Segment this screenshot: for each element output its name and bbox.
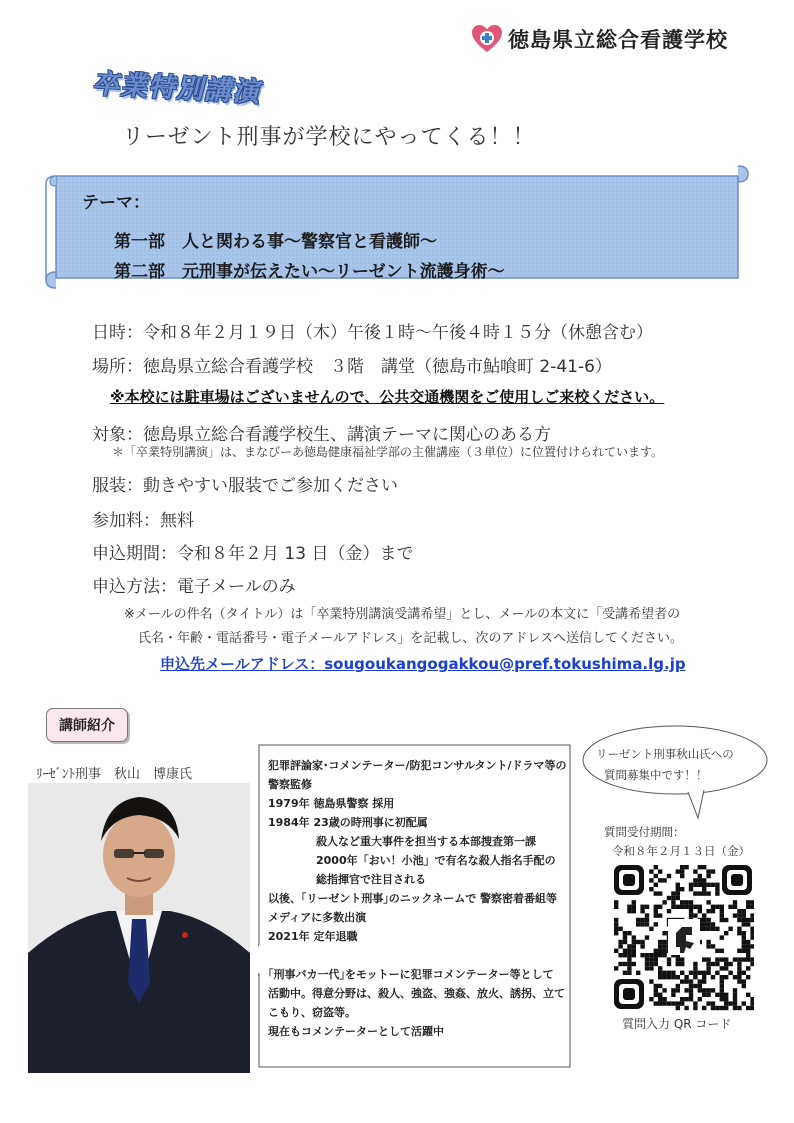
bio-line: 1979年 徳島県警察 採用 [268,797,395,810]
participation-fee: 参加料：無料 [92,511,194,531]
bio-line: 活動中。得意分野は、殺人、強盗、強姦、放火、誘拐、立て [268,987,565,1000]
bio-line: 2021年 定年退職 [268,930,358,943]
bubble-line-2: 質問募集中です！！ [604,768,708,782]
bio-line: 1984年 23歳の時刑事に初配属 [268,816,428,829]
question-period-value: 令和８年２月１３日（金） [612,844,750,858]
bio-line: 現在もコメンテーターとして活躍中 [268,1025,444,1038]
application-email-link[interactable]: 申込先メールアドレス：sougoukangogakkou@pref.tokushima.lg.jp [160,655,686,673]
theme-block [82,188,505,287]
lecturer-name: ﾘｰｾﾞﾝﾄ刑事 秋山 博康氏 [36,767,193,782]
theme-heading: テーマ： [82,193,150,213]
bio-line: 2000年「おい！小池」で有名な殺人指名手配の [316,854,556,867]
bio-line: 総指揮官で注目される [316,873,426,886]
application-method: 申込方法：電子メールのみ [92,577,296,597]
school-name: 徳島県立総合看護学校 [508,28,728,52]
school-header [472,24,728,54]
bio-line: こもり、窃盗等。 [268,1006,356,1019]
event-target: 対象：徳島県立総合看護学校生、講演テーマに関心のある方 [92,425,551,445]
target-note: ＊「卒業特別講演」は、まなびーあ徳島健康福祉学部の主催講座（３単位）に位置付けられています。 [112,445,664,459]
event-subtitle: リーゼント刑事が学校にやってくる！！ [122,125,536,150]
bubble-line-1: リーゼント刑事秋山氏への [596,747,734,761]
question-qr-code[interactable] [612,863,754,1011]
theme-part-2: 第二部 元刑事が伝えたい～リーゼント流護身術～ [114,262,505,282]
event-datetime: 日時：令和８年２月１９日（木）午後１時～午後４時１５分（休憩含む） [92,323,653,343]
mail-note-line-2: 氏名・年齢・電話番号・電子メールアドレス」を記載し、次のアドレスへ送信してください。 [138,631,683,646]
bio-line: 以後、｢リーゼント刑事｣のニックネームで 警察密着番組等 [268,892,558,905]
lecturer-photo [28,783,250,1073]
bio-line: 犯罪評論家･コメンテーター/防犯コンサルタント/ドラマ等の [268,759,567,772]
bio-line: 警察監修 [268,778,312,791]
lecturer-bio [268,756,568,1041]
application-deadline: 申込期間：令和８年２月 13 日（金）まで [92,544,414,564]
dress-code: 服装：動きやすい服装でご参加ください [92,476,398,496]
bio-line: ｢刑事バカ一代｣をモットーに犯罪コメンテーター等として [268,968,554,981]
parking-notice: ※本校には駐車場はございませんので、公共交通機関をご使用しご来校ください。 [110,388,665,406]
bio-spacer [268,946,568,965]
qr-code-label: 質問入力 QR コード [622,1017,732,1031]
bio-line: 殺人など重大事件を担当する本部捜査第一課 [316,835,536,848]
theme-part-1: 第一部 人と関わる事～警察官と看護師～ [114,232,437,252]
lecturer-intro-tag: 講師紹介 [46,708,128,742]
event-place: 場所：徳島県立総合看護学校 ３階 講堂（徳島市鮎喰町 2-41-6） [92,357,612,377]
question-bubble-text [596,744,734,786]
event-title: 卒業特別講演 [92,68,260,109]
mail-note-line-1: ※メールの件名（タイトル）は「卒業特別講演受講希望」とし、メールの本文に「受講希望者の [124,607,681,622]
heart-cross-logo-icon [472,25,502,53]
bio-line: メディアに多数出演 [268,911,367,924]
question-period-label: 質問受付期間： [604,825,685,839]
question-period [604,823,750,861]
